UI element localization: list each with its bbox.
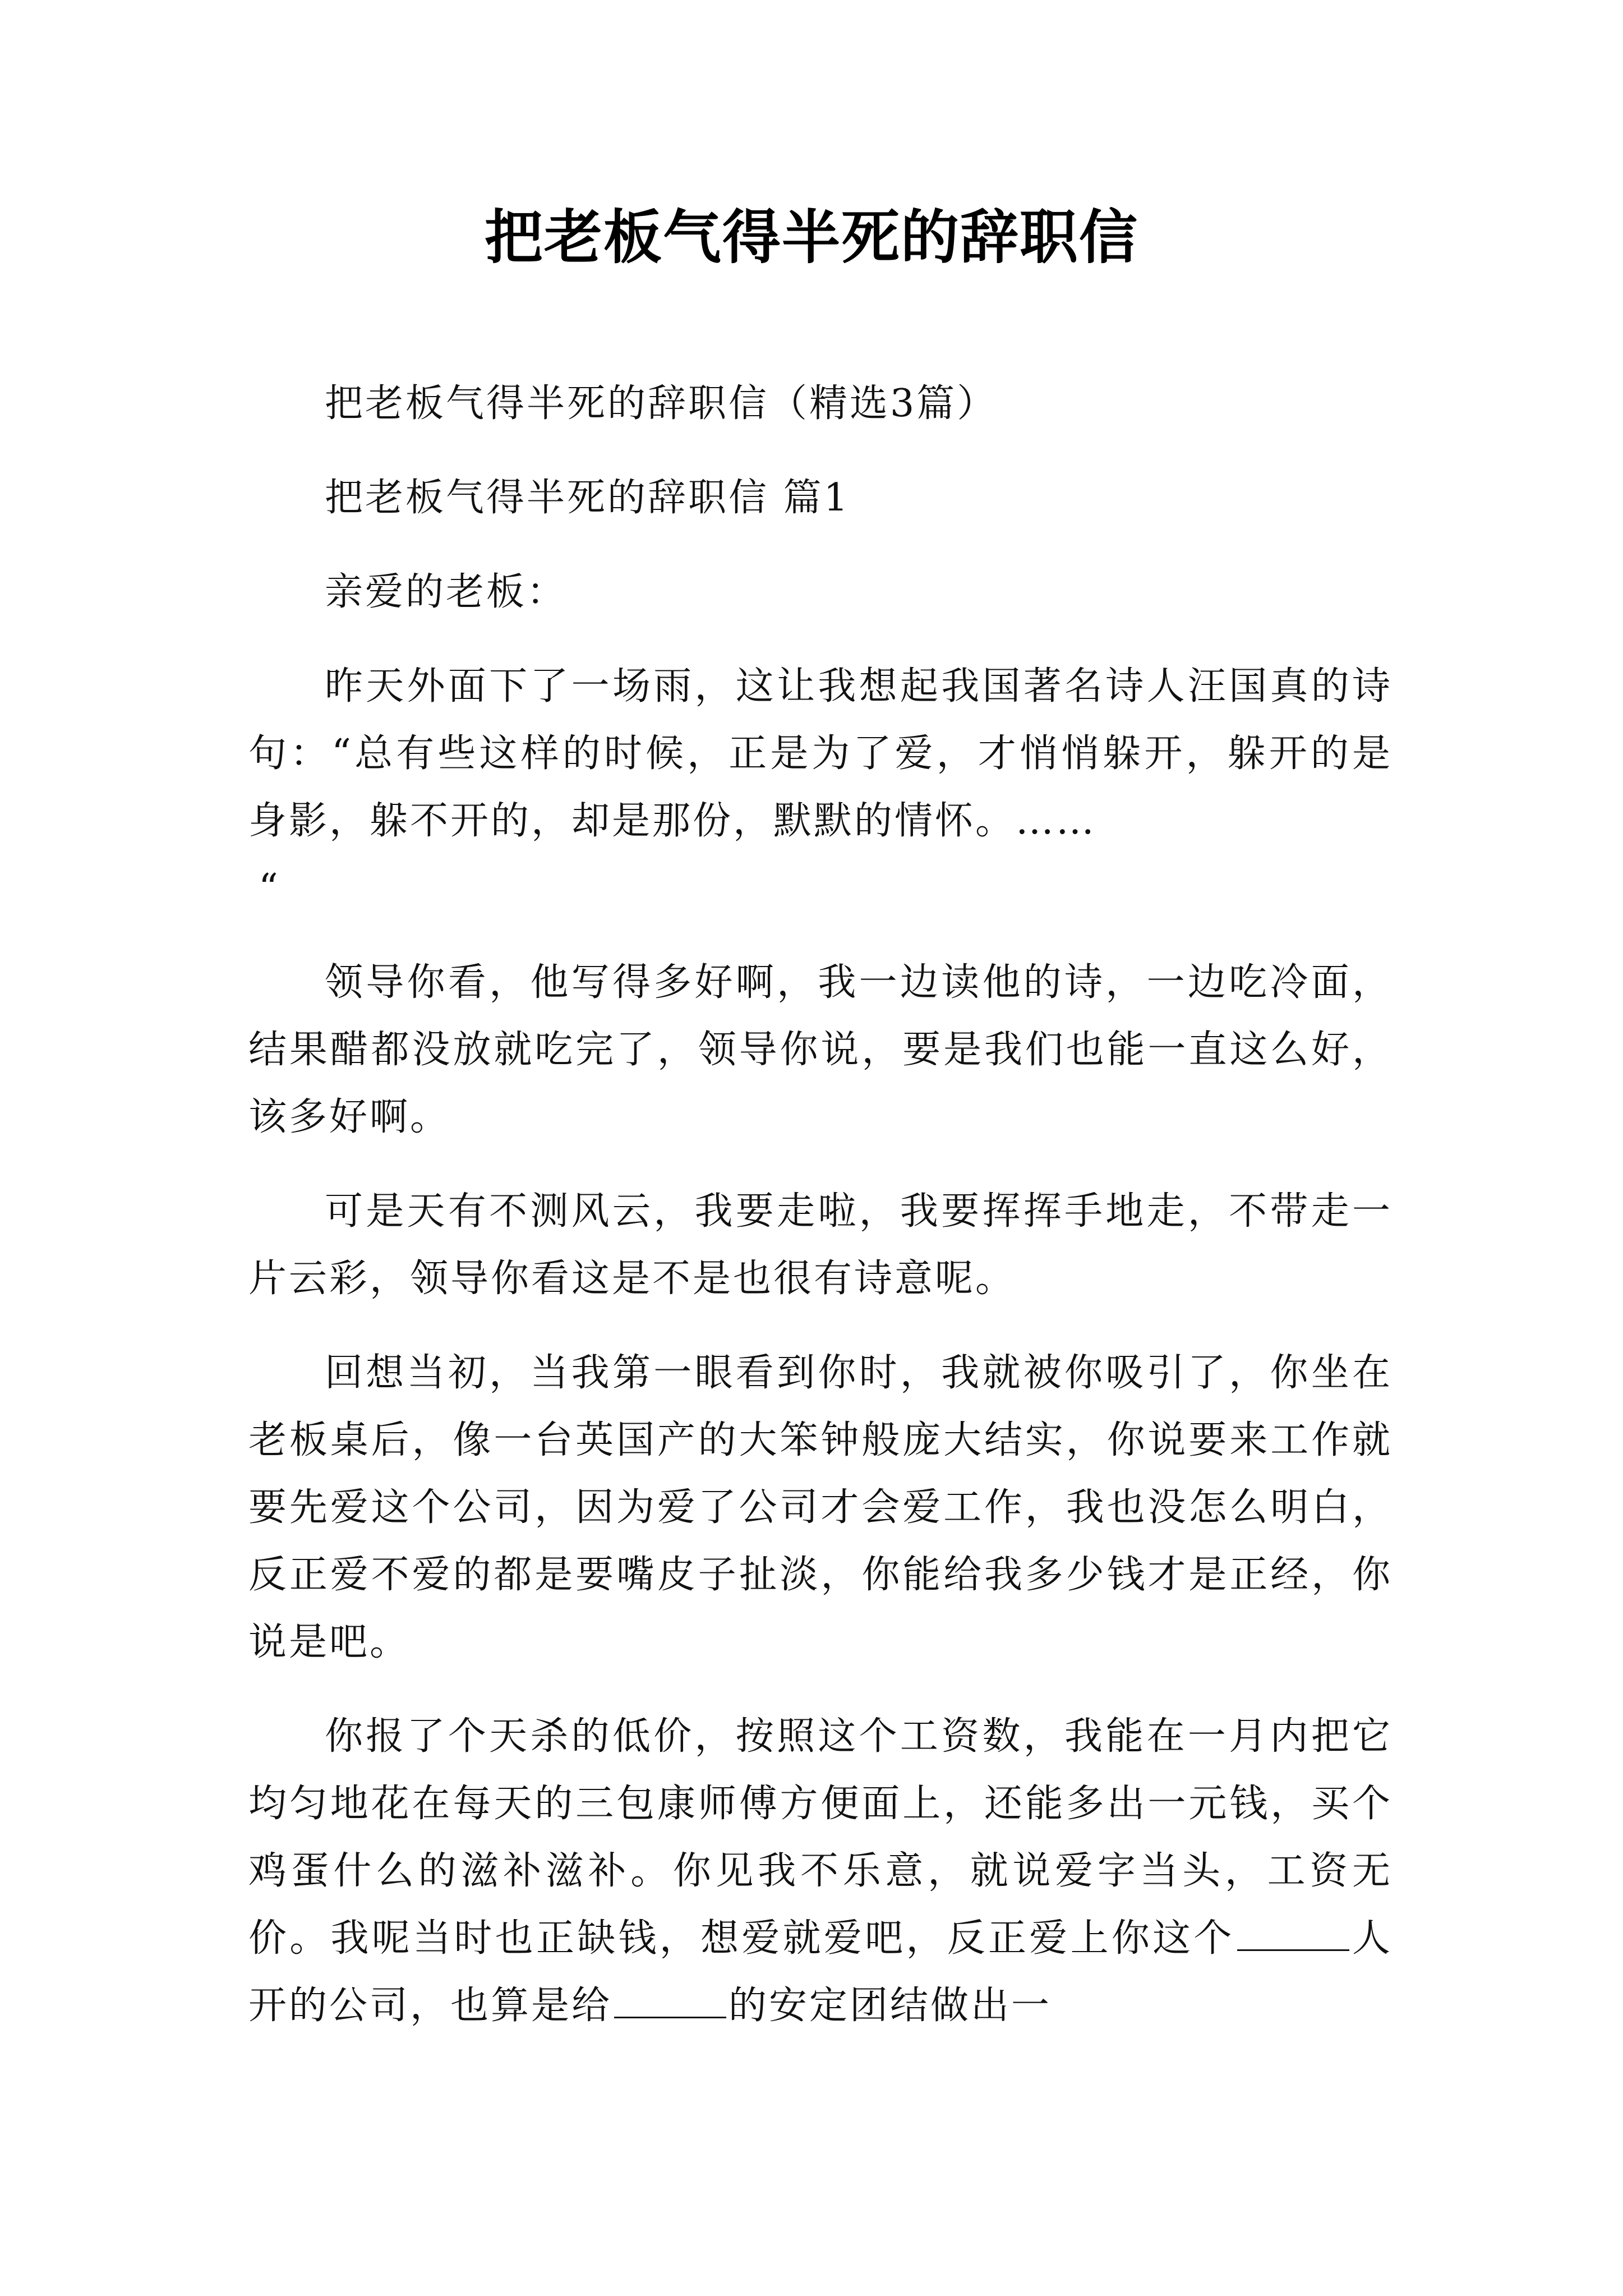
- paragraph-5-part-2: 人开的公司，也算是给: [248, 1916, 1393, 2028]
- document-body: [248, 370, 1393, 2040]
- paragraph-1: 昨天外面下了一场雨，这让我想起我国著名诗人汪国真的诗句：“总有些这样的时候，正是为了爱，才悄悄躲开，躲开的是身影，躲不开的，却是那份，默默的情怀。……: [248, 664, 1393, 843]
- salutation: 亲爱的老板：: [325, 570, 568, 614]
- paragraph-5-part-1: 你报了个天杀的低价，按照这个工资数，我能在一月内把它均匀地花在每天的三包康师傅方便面上，还能多出一元钱，买个鸡蛋什么的滋补滋补。你见我不乐意，就说爱字当头，工资无价。我呢当时也正缺钱，想爱就爱吧，反正爱上你这个: [248, 1714, 1393, 1961]
- section-heading: 把老板气得半死的辞职信 篇1: [325, 476, 850, 520]
- paragraph-4: 回想当初，当我第一眼看到你时，我就被你吸引了，你坐在老板桌后，像一台英国产的大笨钟般庞大结实，你说要来工作就要先爱这个公司，因为爱了公司才会爱工作，我也没怎么明白，反正爱不爱的都是要嘴皮子扯淡，你能给我多少钱才是正经，你说是吧。: [248, 1351, 1393, 1664]
- paragraph-5-part-3: 的安定团结做出一: [728, 1984, 1052, 2028]
- paragraph-1-close-quote: “: [259, 866, 280, 910]
- subtitle: 把老板气得半死的辞职信（精选3篇）: [325, 381, 998, 426]
- paragraph-2: 领导你看，他写得多好啊，我一边读他的诗，一边吃冷面，结果醋都没放就吃完了，领导你说，要是我们也能一直这么好，该多好啊。: [248, 960, 1393, 1139]
- document-title: 把老板气得半死的辞职信: [484, 203, 1138, 272]
- fill-in-blank-2: [614, 1984, 726, 2018]
- paragraph-5: [248, 1703, 1393, 2040]
- paragraph-3: 可是天有不测风云，我要走啦，我要挥挥手地走，不带走一片云彩，领导你看这是不是也很有诗意呢。: [248, 1189, 1393, 1301]
- fill-in-blank-1: [1237, 1917, 1349, 1951]
